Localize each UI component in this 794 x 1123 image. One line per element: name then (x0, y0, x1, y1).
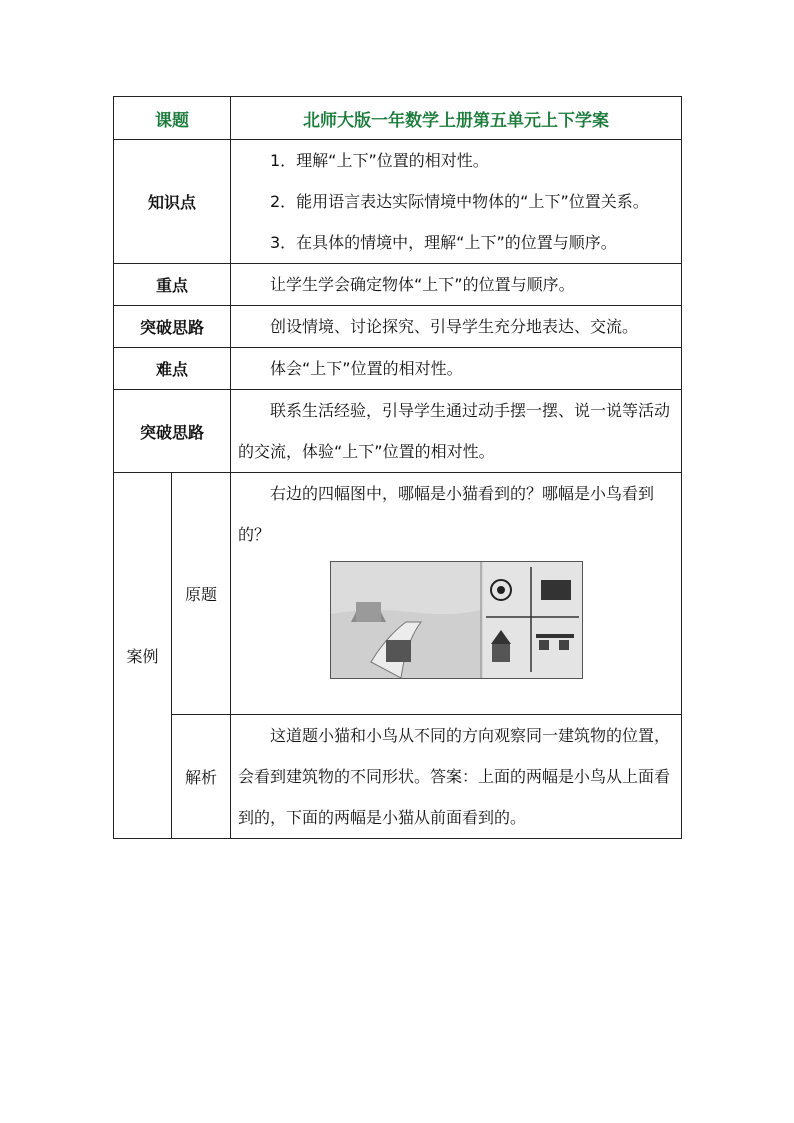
case-label: 案例 (114, 473, 172, 839)
original-problem-label: 原题 (172, 473, 231, 715)
approach-text: 创设情境、讨论探究、引导学生充分地表达、交流。 (231, 306, 682, 348)
approach-text-2: 联系生活经验，引导学生通过动手摆一摆、说一说等活动的交流，体验“上下”位置的相对性。 (231, 390, 682, 473)
knowledge-points (231, 140, 682, 264)
lesson-plan-table (113, 96, 682, 839)
analysis-text: 这道题小猫和小鸟从不同的方向观察同一建筑物的位置，会看到建筑物的不同形状。答案：上面的两幅是小鸟从上面看到的，下面的两幅是小猫从前面看到的。 (231, 715, 682, 839)
original-problem-text: 右边的四幅图中，哪幅是小猫看到的？哪幅是小鸟看到的？ (238, 484, 655, 544)
analysis-label: 解析 (172, 715, 231, 839)
knowledge-item: 1．理解“上下”位置的相对性。 (270, 151, 489, 170)
knowledge-item: 3．在具体的情境中，理解“上下”的位置与顺序。 (270, 233, 617, 252)
original-problem (231, 473, 682, 715)
difficulty-label: 难点 (114, 348, 231, 390)
key-point-label: 重点 (114, 264, 231, 306)
problem-picture (330, 561, 583, 679)
title-label: 课题 (114, 97, 231, 140)
knowledge-label: 知识点 (114, 140, 231, 264)
approach-label: 突破思路 (114, 306, 231, 348)
lesson-title: 北师大版一年数学上册第五单元上下学案 (231, 97, 682, 140)
approach-label-2: 突破思路 (114, 390, 231, 473)
key-point-text: 让学生学会确定物体“上下”的位置与顺序。 (231, 264, 682, 306)
knowledge-item: 2．能用语言表达实际情境中物体的“上下”位置关系。 (270, 192, 649, 211)
difficulty-text: 体会“上下”位置的相对性。 (231, 348, 682, 390)
